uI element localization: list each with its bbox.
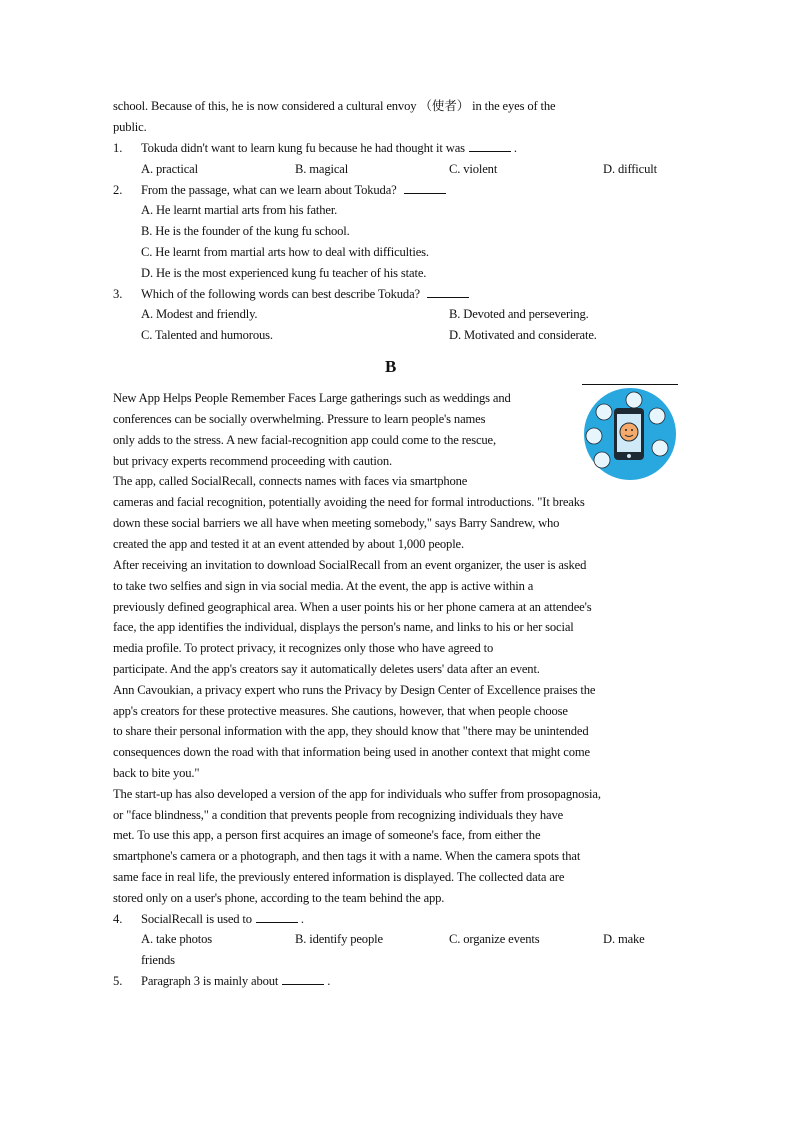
question-stem: Which of the following words can best describe Tokuda? (141, 287, 420, 301)
passage-b-line: only adds to the stress. A new facial-recognition app could come to the rescue, (113, 433, 496, 447)
answer-blank[interactable] (404, 181, 446, 194)
question-text (141, 284, 469, 305)
passage-a-line: public. (113, 120, 147, 134)
option-b[interactable]: B. magical (295, 162, 349, 176)
option-c[interactable]: C. organize events (449, 932, 540, 946)
question-stem: SocialRecall is used to (141, 912, 252, 926)
passage-b-line: to take two selfies and sign in via social media. At the event, the app is active within a (113, 579, 534, 593)
question-text (141, 180, 446, 201)
question-stem: From the passage, what can we learn about Tokuda? (141, 183, 397, 197)
option-c[interactable]: C. violent (449, 162, 498, 176)
passage-b-line: cameras and facial recognition, potentially avoiding the need for formal introductions. "It breaks (113, 495, 585, 509)
passage-b-line: met. To use this app, a person first acquires an image of someone's face, from either the (113, 828, 541, 842)
option-d[interactable]: D. difficult (603, 162, 657, 176)
option-d[interactable]: D. He is the most experienced kung fu teacher of his state. (141, 266, 427, 280)
question-text (141, 971, 330, 992)
passage-b-line: New App Helps People Remember Faces Large gatherings such as weddings and (113, 391, 511, 405)
app-illustration (582, 378, 678, 478)
option-b[interactable]: B. Devoted and persevering. (449, 307, 589, 321)
question-stem: Paragraph 3 is mainly about (141, 974, 279, 988)
option-b[interactable]: B. identify people (295, 932, 383, 946)
passage-b-line: The start-up has also developed a version of the app for individuals who suffer from prosopagnosia, (113, 787, 601, 801)
passage-b-line: but privacy experts recommend proceeding with caution. (113, 454, 393, 468)
option-d-wrap: friends (141, 953, 175, 967)
question-number: 1. (113, 141, 123, 155)
section-title: B (385, 357, 397, 376)
option-a[interactable]: A. practical (141, 162, 198, 176)
option-d[interactable]: D. Motivated and considerate. (449, 328, 597, 342)
phone-face-recognition-icon (582, 386, 678, 482)
option-a[interactable]: A. Modest and friendly. (141, 307, 258, 321)
passage-b-line: or "face blindness," a condition that prevents people from recognizing individuals they have (113, 808, 564, 822)
passage-b-line: down these social barriers we all have when meeting somebody," says Barry Sandrew, who (113, 516, 560, 530)
passage-b-line: media profile. To protect privacy, it recognizes only those who have agreed to (113, 641, 494, 655)
passage-b-line: app's creators for these protective measures. She cautions, however, that when people choose (113, 704, 568, 718)
question-text (141, 909, 304, 930)
passage-a-line: school. Because of this, he is now considered a cultural envoy （使者） in the eyes of the (113, 99, 556, 113)
question-text (141, 138, 517, 159)
passage-b-line: The app, called SocialRecall, connects names with faces via smartphone (113, 474, 468, 488)
passage-b-line: stored only on a user's phone, according to the team behind the app. (113, 891, 445, 905)
option-b[interactable]: B. He is the founder of the kung fu school. (141, 224, 350, 238)
passage-b-line: Ann Cavoukian, a privacy expert who runs the Privacy by Design Center of Excellence praises the (113, 683, 596, 697)
passage-b-line: created the app and tested it at an event attended by about 1,000 people. (113, 537, 464, 551)
passage-b-line: previously defined geographical area. When a user points his or her phone camera at an attendee's (113, 600, 592, 614)
passage-b-line: to share their personal information with the app, they should know that "there may be unintended (113, 724, 589, 738)
question-number: 5. (113, 974, 123, 988)
passage-b-line: participate. And the app's creators say it automatically deletes users' data after an event. (113, 662, 540, 676)
passage-b-line: same face in real life, the previously entered information is displayed. The collected data are (113, 870, 565, 884)
passage-b-line: back to bite you." (113, 766, 200, 780)
question-stem: Tokuda didn't want to learn kung fu because he had thought it was (141, 141, 465, 155)
option-c[interactable]: C. Talented and humorous. (141, 328, 273, 342)
option-a[interactable]: A. He learnt martial arts from his father. (141, 203, 338, 217)
question-number: 2. (113, 183, 123, 197)
question-number: 4. (113, 912, 123, 926)
question-number: 3. (113, 287, 123, 301)
answer-blank[interactable] (469, 139, 511, 152)
passage-b-line: face, the app identifies the individual, displays the person's name, and links to his or her social (113, 620, 574, 634)
question-suffix: . (300, 912, 304, 926)
figure-rule (582, 384, 678, 385)
option-d[interactable]: D. make (603, 932, 645, 946)
passage-b-line: After receiving an invitation to download SocialRecall from an event organizer, the user is asked (113, 558, 587, 572)
option-a[interactable]: A. take photos (141, 932, 213, 946)
question-suffix: . (513, 141, 517, 155)
passage-b-line: conferences can be socially overwhelming. Pressure to learn people's names (113, 412, 486, 426)
answer-blank[interactable] (282, 972, 324, 985)
answer-blank[interactable] (427, 285, 469, 298)
passage-b-line: consequences down the road with that information being used in another context that might come (113, 745, 590, 759)
passage-b-line: smartphone's camera or a photograph, and then tags it with a name. When the camera spots that (113, 849, 581, 863)
answer-blank[interactable] (256, 910, 298, 923)
option-c[interactable]: C. He learnt from martial arts how to deal with difficulties. (141, 245, 429, 259)
question-suffix: . (327, 974, 331, 988)
